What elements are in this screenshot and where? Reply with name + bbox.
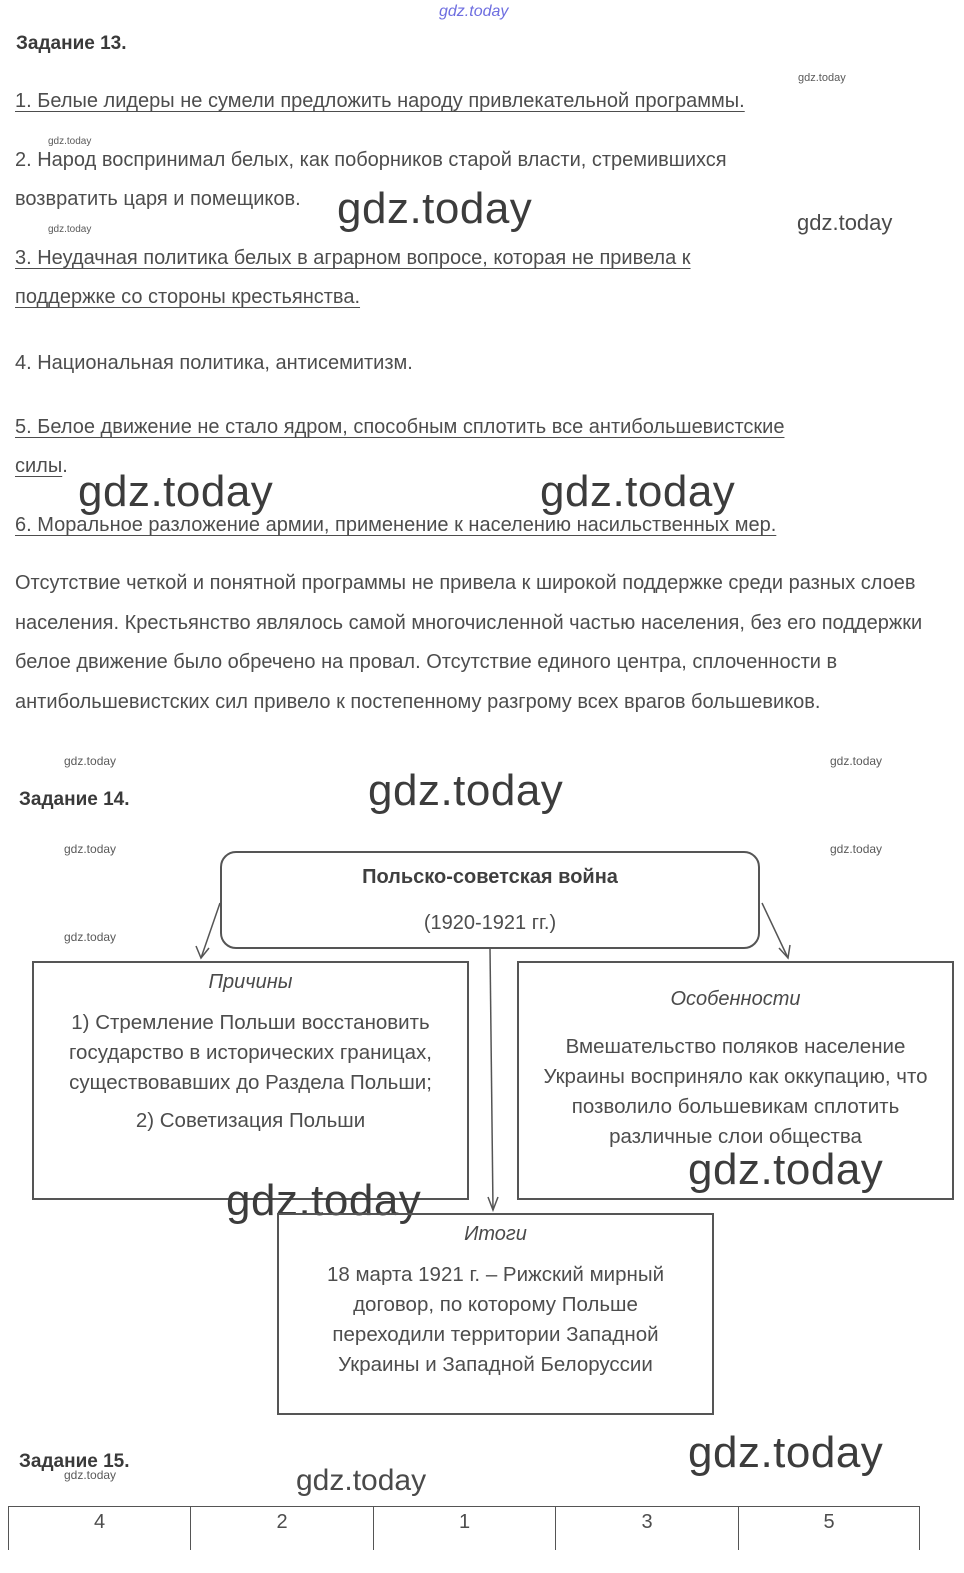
arrow-to-features [762,903,788,958]
task-13-item-4: 4. Национальная политика, антисемитизм. [15,352,413,374]
task-13-item-6: 6. Моральное разложение армии, применение к населению насильственных мер. [15,514,777,536]
task-13-item-2-line1: 2. Народ воспринимал белых, как поборников старой власти, стремившихся [15,149,727,171]
causes-item-1: 1) Стремление Польши восстановить государство в исторических границах, существовавших до Раздела Польши; [69,1011,432,1094]
features-title: Особенности [670,988,801,1010]
results-text: 18 марта 1921 г. – Рижский мирный договор, по которому Польше переходили территории Западной Украины и Западной Белоруссии [326,1263,665,1376]
task-13-item-3-line2: поддержке со стороны крестьянства. [15,286,361,308]
watermark: gdz.today [48,224,92,235]
war-title-box [220,851,760,949]
watermark: gdz.today [64,754,117,768]
watermark: gdz.today [64,842,117,856]
watermark: gdz.today [64,1468,117,1482]
arrow-to-results [490,948,493,1210]
watermark: gdz.today [337,184,533,233]
answer-cell-4: 3 [641,1511,653,1533]
watermark: gdz.today [64,930,117,944]
watermark: gdz.today [368,766,564,815]
causes-item-2: 2) Советизация Польши [135,1109,366,1132]
watermark: gdz.today [688,1428,884,1477]
watermark: gdz.today [48,136,92,147]
war-title: Польско-советская война [362,866,618,888]
watermark: gdz.today [688,1145,884,1194]
task-14-heading: Задание 14. [19,789,130,810]
task-13-item-5-line2-underlined: силы [15,455,63,477]
watermark: gdz.today [830,754,883,768]
war-dates: (1920-1921 гг.) [423,912,557,934]
task-13-item-2-line2: возвратить царя и помещиков. [15,188,301,210]
task-13-item-5-period: . [62,455,68,477]
answer-cell-3: 1 [458,1511,471,1533]
watermark: gdz.today [296,1464,427,1497]
arrow-to-causes [201,903,220,958]
answer-cell-5: 5 [823,1511,835,1533]
task-15-heading: Задание 15. [19,1451,130,1472]
watermark: gdz.today [798,72,846,84]
task-13-heading: Задание 13. [16,33,127,54]
watermark: gdz.today [226,1176,422,1225]
features-text: Вмешательство поляков население Украины восприняло как оккупацию, что позволило большевикам сплотить различные слои общества [543,1035,928,1148]
causes-title: Причины [208,971,293,993]
task-13-conclusion: Отсутствие четкой и понятной программы не привела к широкой поддержке среди разных слоев населения. Крестьянство являлось самой многочисленной частью населения, без его поддержки белое движение было обречено на провал. Отсутствие единого центра, сплоченности в антибольшевистских сил привело к постепенному разгрому всех врагов большевиков. [15,572,923,713]
results-box [277,1213,714,1415]
results-title: Итоги [464,1223,527,1245]
answer-cell-1: 4 [93,1511,106,1533]
task-13-item-5-line1: 5. Белое движение не стало ядром, способным сплотить все антибольшевистские [15,416,785,438]
causes-box [32,961,469,1200]
watermark: gdz.today [540,467,736,516]
site-watermark-top: gdz.today [439,3,509,20]
table-right-border [919,1506,920,1550]
watermark: gdz.today [78,467,274,516]
watermark: gdz.today [830,842,883,856]
answer-cell-2: 2 [276,1511,288,1533]
task-13-item-1: 1. Белые лидеры не сумели предложить народу привлекательной программы. [15,90,745,112]
watermark: gdz.today [797,210,893,235]
task-13-item-3-line1: 3. Неудачная политика белых в аграрном вопросе, которая не привела к [15,247,691,269]
